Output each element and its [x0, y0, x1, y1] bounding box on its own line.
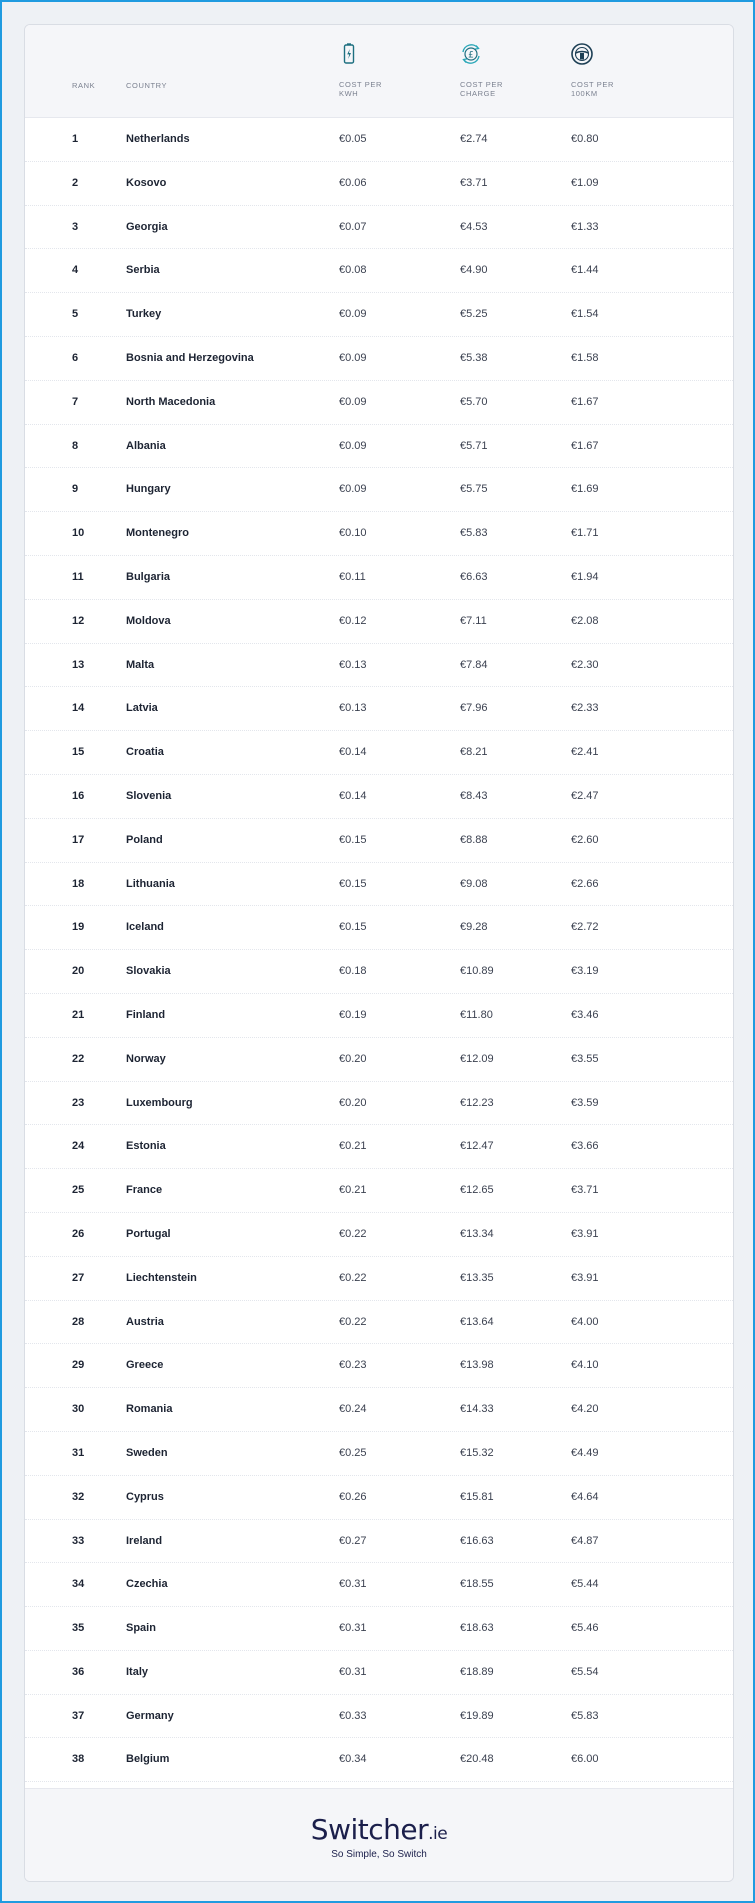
cost-per-kwh-cell: €0.09 — [339, 308, 367, 321]
country-cell: Slovakia — [126, 965, 171, 978]
cost-per-charge-cell: €13.64 — [460, 1315, 494, 1328]
cost-per-charge-cell: €12.09 — [460, 1052, 494, 1065]
rank-cell: 28 — [72, 1315, 85, 1328]
cost-per-charge-column-header: COST PER CHARGE — [460, 80, 504, 98]
table-row — [25, 1257, 733, 1301]
cost-per-kwh-cell: €0.19 — [339, 1008, 367, 1021]
cost-per-charge-cell: €6.63 — [460, 570, 488, 583]
footer — [25, 1788, 733, 1881]
rank-cell: 13 — [72, 658, 85, 671]
cost-per-100km-cell: €3.91 — [571, 1271, 599, 1284]
cost-per-charge-cell: €5.83 — [460, 527, 488, 540]
cost-per-kwh-cell: €0.09 — [339, 483, 367, 496]
rank-cell: 5 — [72, 308, 79, 321]
rank-cell: 6 — [72, 351, 79, 364]
battery-icon — [336, 41, 362, 67]
cost-per-kwh-cell: €0.18 — [339, 965, 367, 978]
country-cell: Germany — [126, 1709, 174, 1722]
cost-per-kwh-cell: €0.31 — [339, 1665, 367, 1678]
country-cell: Slovenia — [126, 789, 172, 802]
cost-per-charge-cell: €18.63 — [460, 1622, 494, 1635]
country-cell: Albania — [126, 439, 166, 452]
rank-cell: 33 — [72, 1534, 85, 1547]
cost-per-100km-cell: €1.33 — [571, 220, 599, 233]
rank-cell: 32 — [72, 1490, 85, 1503]
table-row — [25, 293, 733, 337]
cost-per-charge-cell: €5.70 — [460, 395, 488, 408]
country-cell: Czechia — [126, 1578, 168, 1591]
rank-cell: 23 — [72, 1096, 85, 1109]
switcher-logo — [25, 1813, 733, 1846]
table-row — [25, 162, 733, 206]
table-row — [25, 1125, 733, 1169]
cost-per-charge-cell: €4.90 — [460, 264, 488, 277]
cost-per-charge-cell: €13.35 — [460, 1271, 494, 1284]
cost-per-kwh-cell: €0.10 — [339, 527, 367, 540]
country-cell: Kosovo — [126, 176, 167, 189]
cost-per-kwh-column-header: COST PER KWH — [339, 80, 383, 98]
cost-per-100km-cell: €3.59 — [571, 1096, 599, 1109]
cost-per-kwh-cell: €0.22 — [339, 1227, 367, 1240]
rank-cell: 14 — [72, 702, 85, 715]
country-cell: Moldova — [126, 614, 171, 627]
country-cell: Austria — [126, 1315, 164, 1328]
rank-cell: 12 — [72, 614, 85, 627]
country-cell: Belgium — [126, 1753, 170, 1766]
cost-per-100km-cell: €2.41 — [571, 746, 599, 759]
table-row — [25, 1607, 733, 1651]
cost-per-kwh-cell: €0.21 — [339, 1140, 367, 1153]
country-cell: Luxembourg — [126, 1096, 193, 1109]
cost-per-charge-cell: €13.34 — [460, 1227, 494, 1240]
logo-wordmark: Switcher — [310, 1813, 429, 1846]
rank-cell: 25 — [72, 1184, 85, 1197]
table-row — [25, 1169, 733, 1213]
cost-per-100km-cell: €1.69 — [571, 483, 599, 496]
rank-cell: 31 — [72, 1446, 85, 1459]
table-row — [25, 906, 733, 950]
country-cell: Malta — [126, 658, 155, 671]
logo-tld: .ie — [428, 1824, 448, 1844]
cost-per-kwh-cell: €0.08 — [339, 264, 367, 277]
rank-cell: 20 — [72, 965, 85, 978]
cost-per-kwh-cell: €0.31 — [339, 1578, 367, 1591]
cost-per-100km-cell: €1.58 — [571, 351, 599, 364]
rank-cell: 17 — [72, 833, 85, 846]
cost-per-kwh-cell: €0.25 — [339, 1446, 367, 1459]
rank-cell: 21 — [72, 1008, 85, 1021]
table-row — [25, 1695, 733, 1739]
country-cell: Croatia — [126, 746, 164, 759]
rank-cell: 18 — [72, 877, 85, 890]
table-row — [25, 1344, 733, 1388]
cost-per-kwh-cell: €0.21 — [339, 1184, 367, 1197]
cost-per-100km-cell: €5.54 — [571, 1665, 599, 1678]
cost-per-kwh-cell: €0.24 — [339, 1403, 367, 1416]
table-row — [25, 1432, 733, 1476]
table-row — [25, 1301, 733, 1345]
cost-per-charge-cell: €18.55 — [460, 1578, 494, 1591]
steering-wheel-icon — [569, 41, 595, 67]
cost-per-100km-cell: €2.60 — [571, 833, 599, 846]
cost-per-100km-cell: €1.67 — [571, 439, 599, 452]
table-row — [25, 425, 733, 469]
table-row — [25, 249, 733, 293]
cost-per-charge-cell: €19.89 — [460, 1709, 494, 1722]
table-row — [25, 118, 733, 162]
rank-cell: 9 — [72, 483, 79, 496]
cost-per-kwh-cell: €0.23 — [339, 1359, 367, 1372]
country-cell: Romania — [126, 1403, 173, 1416]
table-row — [25, 994, 733, 1038]
cost-per-charge-cell: €8.88 — [460, 833, 488, 846]
cost-per-charge-cell: €15.32 — [460, 1446, 494, 1459]
table-row — [25, 1520, 733, 1564]
table-body — [25, 118, 733, 1826]
cost-per-charge-cell: €2.74 — [460, 133, 488, 145]
cost-per-charge-cell: €12.65 — [460, 1184, 494, 1197]
cost-per-100km-cell: €4.49 — [571, 1446, 599, 1459]
cost-per-charge-cell: €14.33 — [460, 1403, 494, 1416]
rank-cell: 19 — [72, 921, 85, 934]
tagline: So Simple, So Switch — [331, 1849, 427, 1860]
cost-per-charge-cell: €5.71 — [460, 439, 488, 452]
cost-per-kwh-cell: €0.27 — [339, 1534, 367, 1547]
cost-per-charge-cell: €5.25 — [460, 308, 488, 321]
cost-per-100km-cell: €5.83 — [571, 1709, 599, 1722]
cost-per-100km-cell: €1.09 — [571, 176, 599, 189]
cost-per-charge-cell: €12.23 — [460, 1096, 494, 1109]
country-cell: Georgia — [126, 220, 168, 233]
cost-per-kwh-cell: €0.13 — [339, 702, 367, 715]
cost-per-100km-cell: €4.87 — [571, 1534, 599, 1547]
rank-cell: 38 — [72, 1753, 85, 1766]
cost-per-kwh-cell: €0.31 — [339, 1622, 367, 1635]
table-row — [25, 863, 733, 907]
cost-per-100km-cell: €5.44 — [571, 1578, 599, 1591]
cost-per-charge-cell: €11.80 — [460, 1008, 493, 1021]
cost-per-charge-cell: €20.48 — [460, 1753, 494, 1766]
rank-cell: 29 — [72, 1359, 85, 1372]
country-cell: Finland — [126, 1008, 166, 1021]
rank-cell: 36 — [72, 1665, 85, 1678]
cost-per-kwh-cell: €0.09 — [339, 395, 367, 408]
country-cell: Portugal — [126, 1227, 171, 1240]
table-row — [25, 1563, 733, 1607]
country-cell: Bulgaria — [126, 570, 171, 583]
rank-cell: 8 — [72, 439, 79, 452]
table-row — [25, 381, 733, 425]
country-cell: Bosnia and Herzegovina — [126, 351, 254, 364]
cost-per-charge-cell: €9.08 — [460, 877, 488, 890]
cost-per-100km-cell: €1.54 — [571, 308, 599, 321]
table-row — [25, 337, 733, 381]
rank-cell: 24 — [72, 1140, 85, 1153]
cost-per-100km-column-header: COST PER 100KM — [571, 80, 615, 98]
table-row — [25, 468, 733, 512]
rank-cell: 37 — [72, 1709, 85, 1722]
cost-per-charge-cell: €7.84 — [460, 658, 488, 671]
cost-per-100km-cell: €1.44 — [571, 264, 599, 277]
cost-per-charge-cell: €15.81 — [460, 1490, 494, 1503]
country-cell: Poland — [126, 833, 163, 846]
pound-cycle-icon — [458, 41, 484, 67]
cost-per-kwh-cell: €0.14 — [339, 746, 367, 759]
cost-per-kwh-cell: €0.09 — [339, 351, 367, 364]
cost-per-charge-cell: €5.38 — [460, 351, 488, 364]
cost-per-charge-cell: €5.75 — [460, 483, 488, 496]
table-row — [25, 556, 733, 600]
cost-per-kwh-cell: €0.20 — [339, 1052, 367, 1065]
cost-per-kwh-cell: €0.26 — [339, 1490, 367, 1503]
rank-cell: 26 — [72, 1227, 85, 1240]
cost-per-kwh-cell: €0.22 — [339, 1315, 367, 1328]
cost-per-charge-cell: €7.96 — [460, 702, 488, 715]
table-row — [25, 1651, 733, 1695]
cost-per-kwh-cell: €0.14 — [339, 789, 367, 802]
cost-per-kwh-cell: €0.15 — [339, 921, 367, 934]
table-row — [25, 950, 733, 994]
cost-per-100km-cell: €6.00 — [571, 1753, 599, 1766]
table-row — [25, 600, 733, 644]
country-column-header: COUNTRY — [126, 81, 168, 90]
cost-per-kwh-cell: €0.11 — [339, 570, 366, 583]
cost-per-100km-cell: €4.64 — [571, 1490, 599, 1503]
cost-per-kwh-cell: €0.34 — [339, 1753, 367, 1766]
country-cell: Sweden — [126, 1446, 168, 1459]
country-cell: Montenegro — [126, 527, 189, 540]
country-cell: Turkey — [126, 308, 162, 321]
table-header — [25, 25, 733, 118]
cost-per-100km-cell: €2.47 — [571, 789, 599, 802]
country-cell: Cyprus — [126, 1490, 164, 1503]
cost-per-kwh-cell: €0.33 — [339, 1709, 367, 1722]
rank-cell: 4 — [72, 264, 79, 277]
rank-cell: 7 — [72, 395, 79, 408]
cost-per-100km-cell: €3.46 — [571, 1008, 599, 1021]
table-row — [25, 1213, 733, 1257]
rank-cell: 35 — [72, 1622, 85, 1635]
rank-cell: 11 — [72, 570, 84, 583]
country-cell: Iceland — [126, 921, 164, 934]
cost-per-100km-cell: €3.66 — [571, 1140, 599, 1153]
rank-cell: 2 — [72, 176, 79, 189]
cost-per-kwh-cell: €0.22 — [339, 1271, 367, 1284]
country-cell: Norway — [126, 1052, 166, 1065]
table-row — [25, 644, 733, 688]
cost-per-100km-cell: €3.71 — [571, 1184, 599, 1197]
table-row — [25, 206, 733, 250]
cost-per-charge-cell: €4.53 — [460, 220, 488, 233]
cost-per-charge-cell: €10.89 — [460, 965, 494, 978]
table-row — [25, 819, 733, 863]
cost-per-100km-cell: €2.08 — [571, 614, 599, 627]
cost-per-kwh-cell: €0.09 — [339, 439, 367, 452]
cost-per-100km-cell: €1.71 — [571, 527, 599, 540]
rank-cell: 1 — [72, 133, 79, 145]
rank-cell: 16 — [72, 789, 85, 802]
cost-per-charge-cell: €7.11 — [460, 614, 487, 627]
cost-per-kwh-cell: €0.15 — [339, 877, 367, 890]
cost-per-100km-cell: €0.80 — [571, 133, 599, 145]
cost-per-charge-cell: €16.63 — [460, 1534, 494, 1547]
country-cell: Greece — [126, 1359, 164, 1372]
cost-per-kwh-cell: €0.20 — [339, 1096, 367, 1109]
cost-per-100km-cell: €4.00 — [571, 1315, 599, 1328]
cost-per-charge-cell: €12.47 — [460, 1140, 494, 1153]
rank-column-header: RANK — [72, 81, 96, 90]
rank-cell: 30 — [72, 1403, 85, 1416]
table-row — [25, 1738, 733, 1782]
country-cell: Netherlands — [126, 133, 190, 145]
cost-per-100km-cell: €4.20 — [571, 1403, 599, 1416]
cost-per-kwh-cell: €0.12 — [339, 614, 367, 627]
country-cell: Latvia — [126, 702, 158, 715]
rank-cell: 27 — [72, 1271, 85, 1284]
ranking-table-card — [24, 24, 734, 1882]
table-row — [25, 687, 733, 731]
cost-per-100km-cell: €2.72 — [571, 921, 599, 934]
table-row — [25, 1388, 733, 1432]
country-cell: Hungary — [126, 483, 171, 496]
country-cell: Spain — [126, 1622, 156, 1635]
country-cell: Ireland — [126, 1534, 163, 1547]
table-row — [25, 1476, 733, 1520]
table-row — [25, 512, 733, 556]
cost-per-kwh-cell: €0.05 — [339, 133, 367, 145]
country-cell: Liechtenstein — [126, 1271, 197, 1284]
cost-per-100km-cell: €1.67 — [571, 395, 599, 408]
cost-per-charge-cell: €3.71 — [460, 176, 488, 189]
cost-per-kwh-cell: €0.06 — [339, 176, 367, 189]
rank-cell: 3 — [72, 220, 79, 233]
cost-per-kwh-cell: €0.13 — [339, 658, 367, 671]
cost-per-100km-cell: €4.10 — [571, 1359, 599, 1372]
cost-per-100km-cell: €3.55 — [571, 1052, 599, 1065]
country-cell: Italy — [126, 1665, 149, 1678]
cost-per-charge-cell: €9.28 — [460, 921, 488, 934]
cost-per-100km-cell: €3.19 — [571, 965, 599, 978]
table-row — [25, 1082, 733, 1126]
rank-cell: 15 — [72, 746, 85, 759]
rank-cell: 10 — [72, 527, 85, 540]
cost-per-100km-cell: €2.33 — [571, 702, 599, 715]
cost-per-charge-cell: €8.21 — [460, 746, 488, 759]
cost-per-kwh-cell: €0.15 — [339, 833, 367, 846]
table-row — [25, 775, 733, 819]
country-cell: Estonia — [126, 1140, 166, 1153]
cost-per-charge-cell: €8.43 — [460, 789, 488, 802]
country-cell: Serbia — [126, 264, 160, 277]
cost-per-charge-cell: €13.98 — [460, 1359, 494, 1372]
cost-per-kwh-cell: €0.07 — [339, 220, 367, 233]
table-row — [25, 1038, 733, 1082]
table-row — [25, 731, 733, 775]
country-cell: Lithuania — [126, 877, 175, 890]
rank-cell: 22 — [72, 1052, 85, 1065]
cost-per-charge-cell: €18.89 — [460, 1665, 494, 1678]
country-cell: France — [126, 1184, 163, 1197]
cost-per-100km-cell: €2.30 — [571, 658, 599, 671]
svg-text:£: £ — [468, 50, 474, 61]
cost-per-100km-cell: €1.94 — [571, 570, 599, 583]
cost-per-100km-cell: €5.46 — [571, 1622, 599, 1635]
country-cell: North Macedonia — [126, 395, 216, 408]
rank-cell: 34 — [72, 1578, 85, 1591]
cost-per-100km-cell: €2.66 — [571, 877, 599, 890]
cost-per-100km-cell: €3.91 — [571, 1227, 599, 1240]
